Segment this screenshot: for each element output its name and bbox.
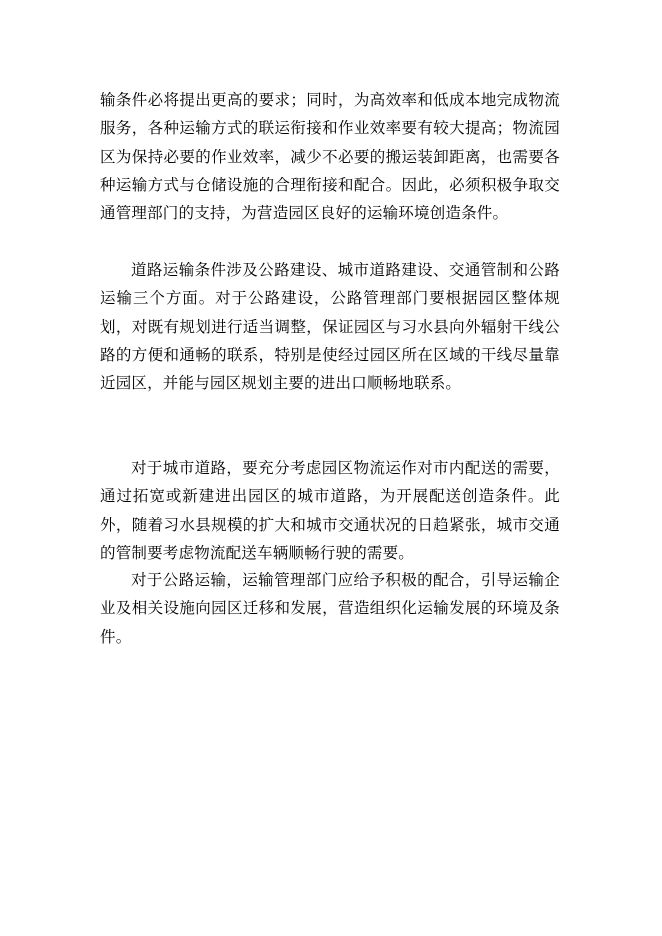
paragraph-2: 道路运输条件涉及公路建设、城市道路建设、交通管制和公路运输三个方面。对于公路建设，公路管理部门要根据园区整体规划，对既有规划进行适当调整，保证园区与习水县向外辐射干线公路的方便和通畅的联系，特别是使经过园区所在区域的干线尽量靠近园区，并能与园区规划主要的进出口顺畅地联系。 [100, 261, 560, 393]
paragraph-1: 输条件必将提出更高的要求；同时，为高效率和低成本地完成物流服务，各种运输方式的联运衔接和作业效率要有较大提高；物流园区为保持必要的作业效率，减少不必要的搬运装卸距离，也需要各种运输方式与仓储设施的合理衔接和配合。因此，必须积极争取交通管理部门的支持，为营造园区良好的运输环境创造条件。 [100, 91, 560, 223]
paragraph-3: 对于城市道路，要充分考虑园区物流运作对市内配送的需要，通过拓宽或新建进出园区的城市道路，为开展配送创造条件。此外，随着习水县规模的扩大和城市交通状况的日趋紧张，城市交通的管制要考虑物流配送车辆顺畅行驶的需要。 [100, 459, 560, 562]
paragraph-4: 对于公路运输，运输管理部门应给予积极的配合，引导运输企业及相关设施向园区迁移和发展，营造组织化运输发展的环境及条件。 [100, 571, 560, 646]
